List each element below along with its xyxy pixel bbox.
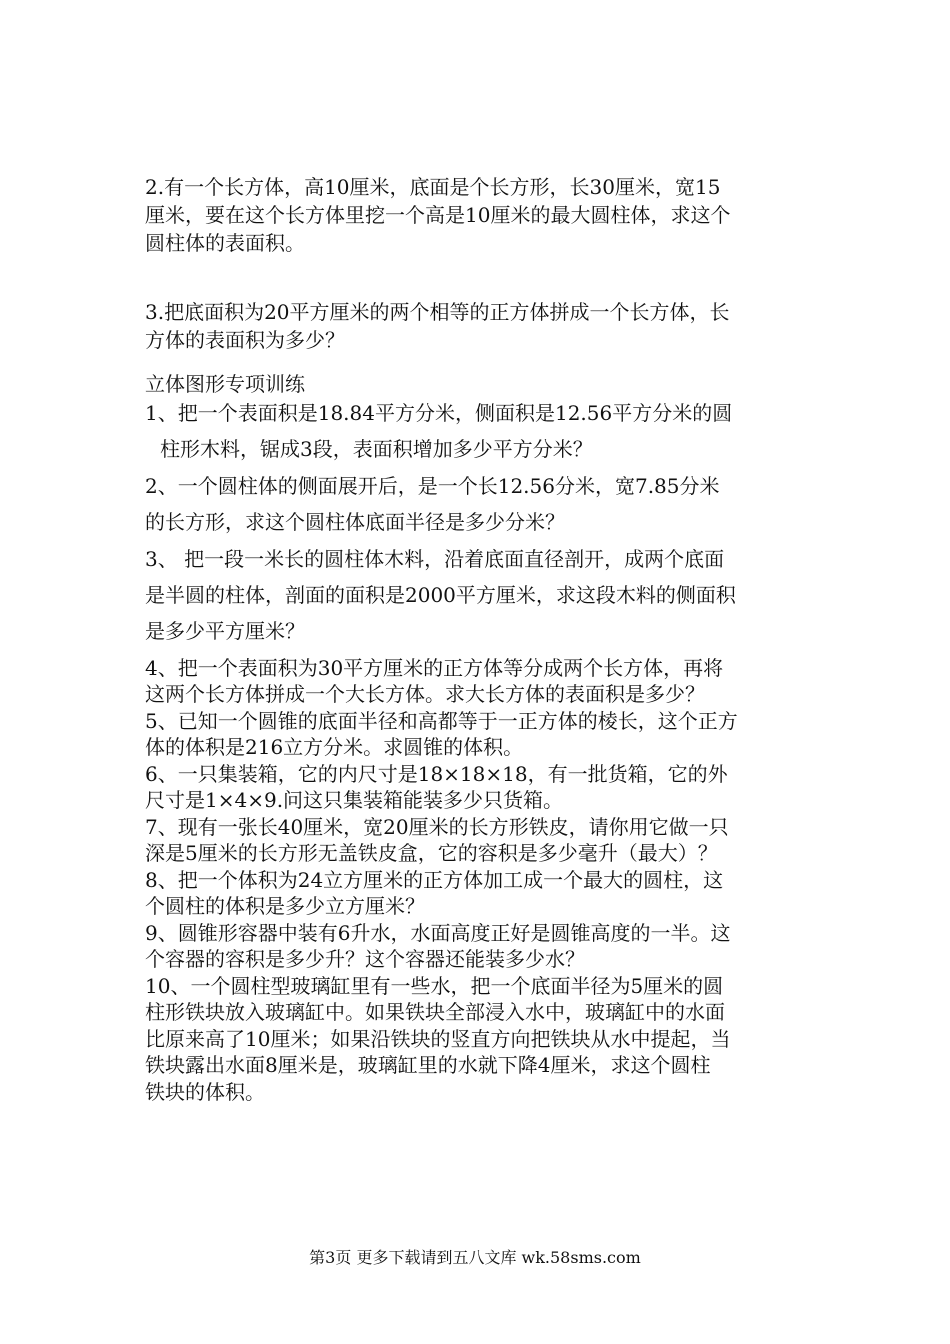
question-7-line-1: 7、现有一张长40厘米，宽20厘米的长方形铁皮，请你用它做一只 <box>145 815 729 839</box>
question-9-line-2: 个容器的容积是多少升？这个容器还能装多少水？ <box>145 947 585 971</box>
question-8-line-2: 个圆柱的体积是多少立方厘米？ <box>145 894 425 918</box>
question-10-line-1: 10、一个圆柱型玻璃缸里有一些水，把一个底面半径为5厘米的圆 <box>145 974 724 998</box>
question-3-line-1: 3、 把一段一米长的圆柱体木料，沿着底面直径剖开，成两个底面 <box>145 547 725 571</box>
problem-3-line-2: 方体的表面积为多少？ <box>145 328 345 352</box>
question-4-line-2: 这两个长方体拼成一个大长方体。求大长方体的表面积是多少？ <box>145 682 705 706</box>
question-5-line-2: 体的体积是216立方分米。求圆锥的体积。 <box>145 735 524 759</box>
question-8-line-1: 8、把一个体积为24立方厘米的正方体加工成一个最大的圆柱，这 <box>145 868 724 892</box>
question-10-line-4: 铁块露出水面8厘米是，玻璃缸里的水就下降4厘米，求这个圆柱 <box>145 1053 711 1077</box>
section-title: 立体图形专项训练 <box>145 372 305 396</box>
problem-3-line-1: 3.把底面积为20平方厘米的两个相等的正方体拼成一个长方体，长 <box>145 300 730 324</box>
question-9-line-1: 9、圆锥形容器中装有6升水，水面高度正好是圆锥高度的一半。这 <box>145 921 731 945</box>
problem-2-line-1: 2.有一个长方体，高10厘米，底面是个长方形，长30厘米，宽15 <box>145 175 721 199</box>
question-1-line-2: 柱形木料，锯成3段，表面积增加多少平方分米？ <box>160 437 593 461</box>
question-10-line-2: 柱形铁块放入玻璃缸中。如果铁块全部浸入水中，玻璃缸中的水面 <box>145 1000 725 1024</box>
question-4-line-1: 4、把一个表面积为30平方厘米的正方体等分成两个长方体，再将 <box>145 656 724 680</box>
problem-2-line-2: 厘米，要在这个长方体里挖一个高是10厘米的最大圆柱体，求这个 <box>145 203 731 227</box>
question-1-line-1: 1、把一个表面积是18.84平方分米，侧面积是12.56平方分米的圆 <box>145 401 733 425</box>
question-2-line-2: 的长方形，求这个圆柱体底面半径是多少分米？ <box>145 510 565 534</box>
question-3-line-2: 是半圆的柱体，剖面的面积是2000平方厘米，求这段木料的侧面积 <box>145 583 736 607</box>
question-7-line-2: 深是5厘米的长方形无盖铁皮盒，它的容积是多少毫升（最大）？ <box>145 841 718 865</box>
question-6-line-2: 尺寸是1×4×9.问这只集装箱能装多少只货箱。 <box>145 788 564 812</box>
question-6-line-1: 6、一只集装箱，它的内尺寸是18×18×18，有一批货箱，它的外 <box>145 762 728 786</box>
problem-2-line-3: 圆柱体的表面积。 <box>145 231 305 255</box>
question-2-line-1: 2、一个圆柱体的侧面展开后，是一个长12.56分米，宽7.85分米 <box>145 474 720 498</box>
question-10-line-3: 比原来高了10厘米；如果沿铁块的竖直方向把铁块从水中提起，当 <box>145 1027 731 1051</box>
question-5-line-1: 5、已知一个圆锥的底面半径和高都等于一正方体的棱长，这个正方 <box>145 709 738 733</box>
question-10-line-5: 铁块的体积。 <box>145 1080 265 1104</box>
question-3-line-3: 是多少平方厘米？ <box>145 619 305 643</box>
page-footer: 第3页 更多下载请到五八文库 wk.58sms.com <box>309 1248 641 1267</box>
